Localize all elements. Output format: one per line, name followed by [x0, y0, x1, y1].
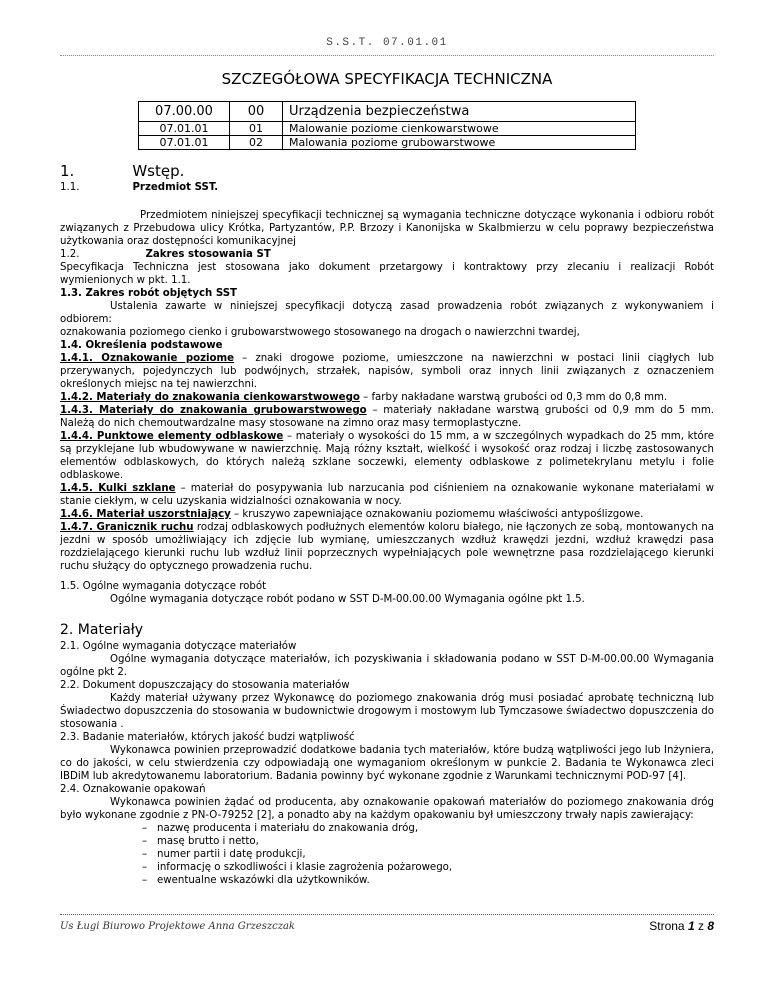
list-item: – masę brutto i netto, — [60, 835, 714, 848]
paragraph: Specyfikacja Techniczna jest stosowana jako dokument przetargowy i kontraktowy przy zlecaniu i realizacji Robót wymienionych w pkt. 1.1. — [60, 262, 714, 286]
section-1-body — [60, 209, 714, 287]
codes-table-row — [139, 102, 636, 122]
num-cell: 00 — [230, 102, 283, 122]
requirements-list — [60, 822, 714, 887]
header-code: S.S.T. 07.01.01 — [326, 37, 448, 49]
list-item: – nazwę producenta i materiału do znakowania dróg, — [60, 822, 714, 835]
subsection-title: 2.1. Ogólne wymagania dotyczące materiałów — [60, 641, 297, 652]
definition-item: 1.4.4. Punktowe elementy odblaskowe – materiały o wysokości do 15 mm, a w szczególnych wypadkach do 25 mm, które są przyklejane lub wbudowywane w nawierzchnię. Mają różny kształt, wielkość i wysokość oraz rodzaj i liczbę zastosowanych elementów odblaskowych, do których należą szklane soczewki, elementy odblaskowe z polimetekrylanu metylu i folie odblaskowe. — [60, 431, 714, 481]
document-title: SZCZEGÓŁOWA SPECYFIKACJA TECHNICZNA — [221, 70, 553, 88]
paragraph: Każdy materiał używany przez Wykonawcę do poziomego znakowania dróg musi posiadać aprobatę techniczną lub Świadectwo dopuszczenia do stosowania w budownictwie drogowym i mostowym lub Tymczasowe świadectwo dopuszczenia do stosowania . — [60, 693, 714, 730]
header-divider — [60, 55, 714, 56]
name-cell: Malowania poziome grubowarstwowe — [283, 136, 636, 150]
section-number: 1. — [60, 162, 75, 180]
definition-item: 1.4.6. Materiał uszorstniający – kruszywo zapewniające oznakowaniu poziomemu właściwości antypoślizgowe. — [60, 509, 644, 520]
section-1-heading — [60, 162, 184, 180]
definition-item: 1.4.5. Kulki szklane – materiał do posypywania lub narzucania pod ciśnieniem na oznakowanie wykonane materiałami w stanie ciekłym, w celu uzyskania widzialności oznakowania w nocy. — [60, 483, 714, 507]
codes-table — [138, 101, 636, 150]
paragraph: Wykonawca powinien żądać od producenta, aby oznakowanie opakowań materiałów do poziomego znakowania dróg było wykonane zgodnie z PN-O-79252 [2], a ponadto aby na każdym opakowaniu był umieszczony trwały napis zawierający: — [60, 797, 714, 821]
paragraph: Ogólne wymagania dotyczące materiałów, ich pozyskiwania i składowania podano w SST D-M-00.00.00 Wymagania ogólne pkt 2. — [60, 654, 714, 678]
list-item: – informację o szkodliwości i klasie zagrożenia pożarowego, — [60, 861, 714, 874]
page-number: Strona 1 z 8 — [649, 919, 714, 933]
subsection-title: 1.5. Ogólne wymagania dotyczące robót — [60, 581, 267, 592]
list-item: – ewentualne wskazówki dla użytkowników. — [60, 874, 714, 887]
definition-item: 1.4.3. Materiały do znakowania grubowarstwowego – materiały nakładane warstwą grubości od 0,9 mm do 5 mm. Należą do nich chemoutwardzalne masy stosowane na zimno oraz masy termoplastyczne. — [60, 405, 714, 429]
num-cell: 01 — [230, 122, 283, 136]
subsection-title: 2.4. Oznakowanie opakowań — [60, 784, 206, 795]
footer-divider — [60, 914, 714, 915]
section-1-1-heading — [60, 181, 714, 194]
paragraph: Ogólne wymagania dotyczące robót podano w SST D-M-00.00.00 Wymagania ogólne pkt 1.5. — [110, 594, 585, 605]
section-number: 1.1. — [60, 182, 80, 193]
codes-table-row — [139, 122, 636, 136]
code-cell: 07.01.01 — [139, 122, 230, 136]
subsection-title: 1.4. Określenia podstawowe — [60, 340, 223, 351]
section-title: Przedmiot SST. — [132, 182, 219, 193]
paragraph: Przedmiotem niniejszej specyfikacji technicznej są wymagania techniczne dotyczące wykonania i odbioru robót związanych z Przebudowa ulicy Krótka, Partyzantów, P.P. Brzozy i Kanonijska w Skalbmierzu w celu poprawy bezpieczeństwa użytkowania oraz dostępności komunikacyjnej — [60, 210, 714, 247]
definition-item: 1.4.7. Granicznik ruchu rodzaj odblaskowych podłużnych elementów koloru białego, nie łączonych ze sobą, montowanych na jezdni w sposób umożliwiający ich zdjęcie lub wymianę, umieszczanych wzdłuż krawędzi jezdni, wzdłuż krawędzi pasa rozdzielającego kierunki ruchu lub wzdłuż linii poprzecznych wypełniających pole wewnętrzne pasa rozdzielającego kierunki ruchu służący do optycznego prowadzenia ruchu. — [60, 522, 714, 572]
section-1-5 — [60, 580, 714, 606]
section-1-2-heading: 1.2. Zakres stosowania ST — [60, 249, 271, 260]
subsection-title: 2.3. Badanie materiałów, których jakość budzi wątpliwość — [60, 732, 355, 743]
paragraph: Ustalenia zawarte w niniejszej specyfikacji dotyczą zasad prowadzenia robót związanych z wykonywaniem i odbiorem: — [60, 301, 714, 325]
section-title: Wstęp. — [132, 162, 185, 180]
section-2-body — [60, 640, 714, 887]
num-cell: 02 — [230, 136, 283, 150]
subsection-title: 1.3. Zakres robót objętych SST — [60, 288, 237, 299]
section-2-heading: 2. Materiały — [60, 622, 144, 638]
paragraph: oznakowania poziomego cienko i grubowarstwowego stosowanego na drogach o nawierzchni twardej, — [60, 327, 580, 338]
section-1-3 — [60, 287, 714, 573]
definition-item: 1.4.1. Oznakowanie poziome – znaki drogowe poziome, umieszczone na nawierzchni w postaci linii ciągłych lub przerywanych, pojedynczych lub podwójnych, strzałek, napisów, symboli oraz innych linii związanych z oznaczeniem określonych miejsc na tej nawierzchni. — [60, 353, 714, 390]
code-cell: 07.00.00 — [139, 102, 230, 122]
name-cell: Urządzenia bezpieczeństwa — [283, 102, 636, 122]
definition-item: 1.4.2. Materiały do znakowania cienkowarstwowego – farby nakładane warstwą grubości od 0,3 mm do 0,8 mm. — [60, 392, 668, 403]
name-cell: Malowanie poziome cienkowarstwowe — [283, 122, 636, 136]
subsection-title: 2.2. Dokument dopuszczający do stosowania materiałów — [60, 680, 350, 691]
codes-table-row — [139, 136, 636, 150]
list-item: – numer partii i datę produkcji, — [60, 848, 714, 861]
footer-company: Us Ługi Biurowo Projektowe Anna Grzeszczak — [60, 921, 295, 932]
code-cell: 07.01.01 — [139, 136, 230, 150]
document-page — [60, 0, 714, 994]
paragraph: Wykonawca powinien przeprowadzić dodatkowe badania tych materiałów, które budzą wątpliwości jego lub Inżyniera, co do jakości, w celu stwierdzenia czy odpowiadają one wymaganiom określonym w punkcie 2. Badania te Wykonawca zleci IBDiM lub akredytowanemu laboratorium. Badania powinny być wykonane zgodnie z Warunkami technicznymi POD-97 [4]. — [60, 745, 714, 782]
